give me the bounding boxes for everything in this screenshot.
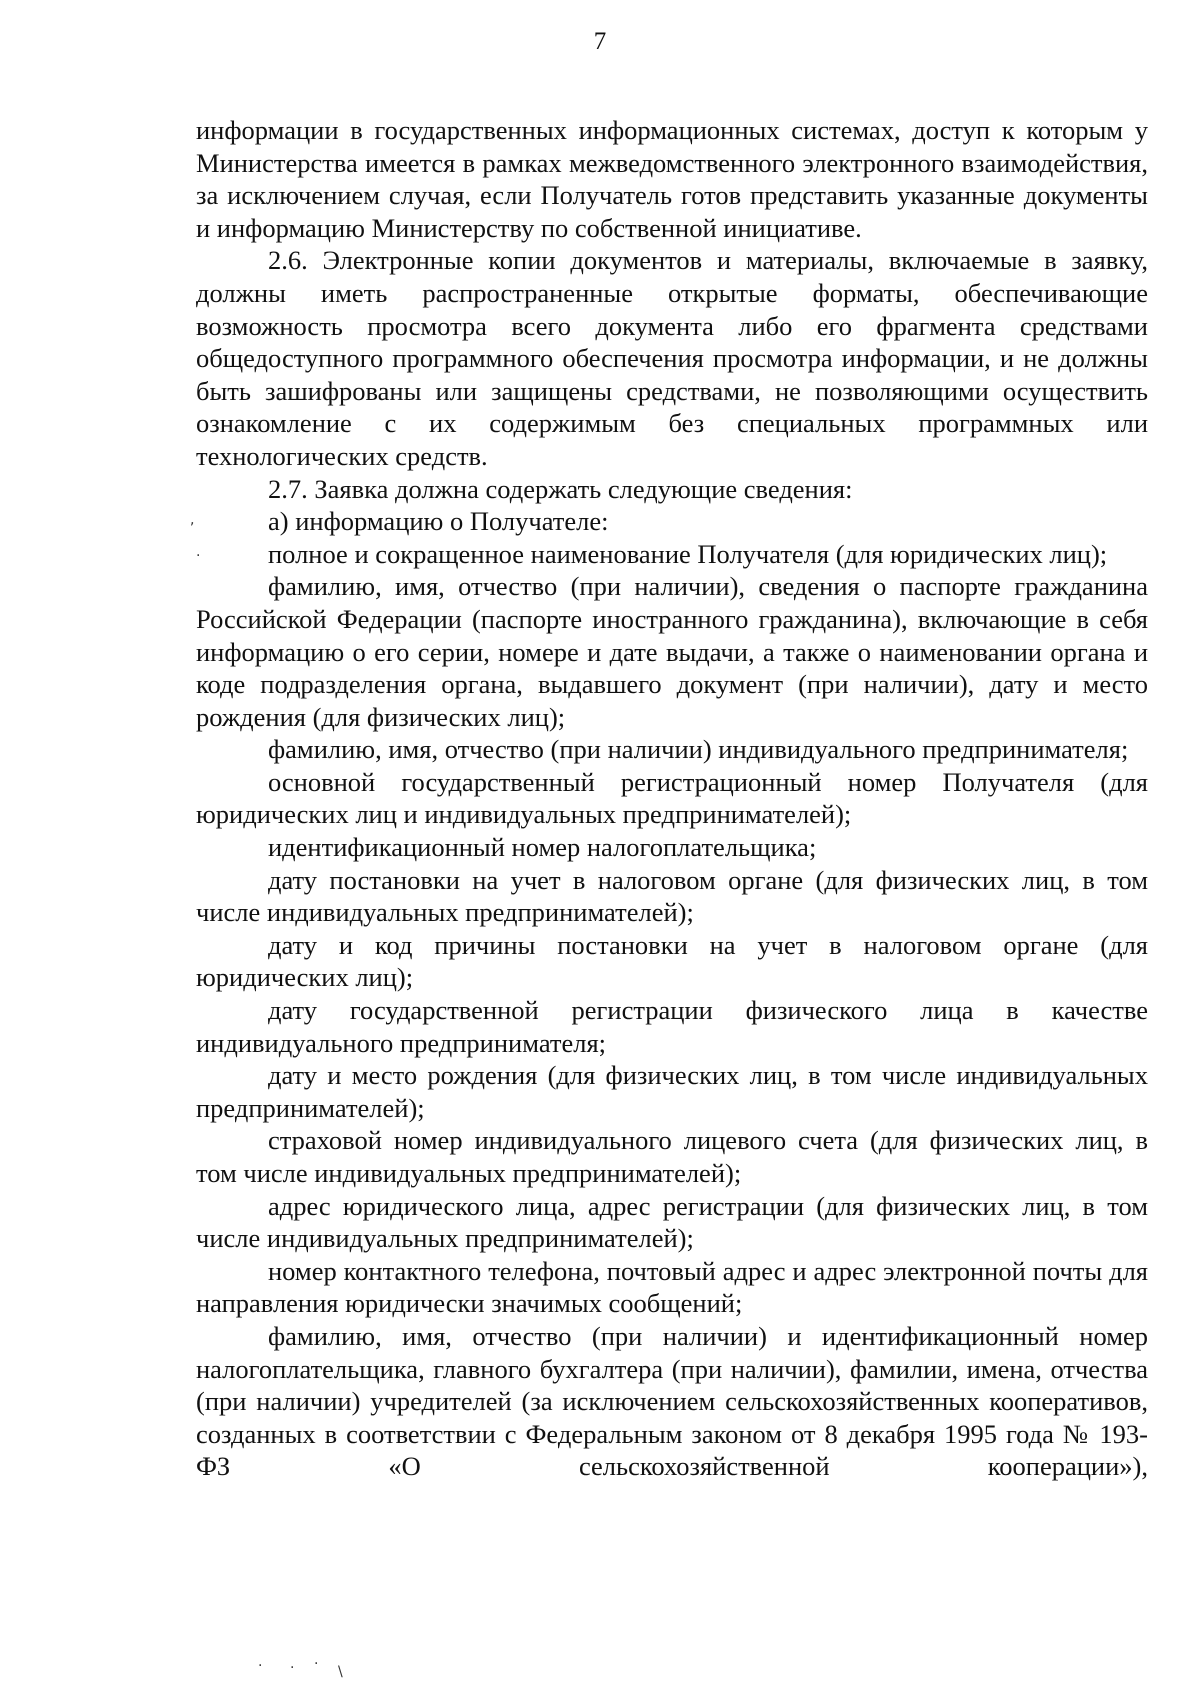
paragraph-item-a: а) информацию о Получателе: xyxy=(268,506,609,537)
paragraph-founders: фамилию, имя, отчество (при наличии) и идентификационный номер налогоплательщика, главного бухгалтера (при наличии), фамилии, имена, отчества (при наличии) учредителей (за исключением сельскохозяйственных кооперативов, созданных в соответствии с Федеральным законом от 8 декабря 1995 года № 193-ФЗ «О сельскохозяйственной кооперации»), xyxy=(196,1320,1148,1482)
scan-mark: · xyxy=(314,1656,319,1672)
page-number: 7 xyxy=(593,28,607,55)
paragraph-tax-registration-date: дату постановки на учет в налоговом органе (для физических лиц, в том числе индивидуальных предпринимателей); xyxy=(196,864,1148,928)
scan-mark: \ xyxy=(338,1664,343,1680)
scan-mark: · xyxy=(290,1660,295,1676)
paragraph-state-registration: дату государственной регистрации физического лица в качестве индивидуального предпринимателя; xyxy=(196,995,1148,1058)
paragraph-2-7: 2.7. Заявка должна содержать следующие сведения: xyxy=(268,473,853,504)
paragraph-passport: фамилию, имя, отчество (при наличии), сведения о паспорте гражданина Российской Федерации (паспорте иностранного гражданина), включающие в себя информацию о его серии, номере и дате выдачи, а также о наименовании органа и коде подразделения органа, выдавшего документ (при наличии), дату и место рождения (для физических лиц); xyxy=(196,571,1148,732)
paragraph-address: адрес юридического лица, адрес регистрации (для физических лиц, в том числе индивидуальных предпринимателей); xyxy=(196,1190,1148,1254)
paragraph-entrepreneur-name: фамилию, имя, отчество (при наличии) индивидуального предпринимателя; xyxy=(268,734,1129,765)
paragraph-contacts: номер контактного телефона, почтовый адрес и адрес электронной почты для направления юридически значимых сообщений; xyxy=(196,1255,1148,1319)
paragraph-full-name: полное и сокращенное наименование Получателя (для юридических лиц); xyxy=(268,538,1108,569)
paragraph-inn: идентификационный номер налогоплательщика; xyxy=(268,832,817,863)
scan-mark: , xyxy=(190,512,195,528)
paragraph-continuation: информации в государственных информационных системах, доступ к которым у Министерства имеется в рамках межведомственного электронного взаимодействия, за исключением случая, если Получатель готов представить указанные документы и информацию Министерству по собственной инициативе. xyxy=(196,115,1148,243)
paragraph-snils: страховой номер индивидуального лицевого счета (для физических лиц, в том числе индивидуальных предпринимателей); xyxy=(196,1125,1148,1188)
paragraph-kpp: дату и код причины постановки на учет в налоговом органе (для юридических лиц); xyxy=(196,929,1148,993)
scan-mark: · xyxy=(258,1658,263,1674)
paragraph-2-6: 2.6. Электронные копии документов и материалы, включаемые в заявку, должны иметь распространенные открытые форматы, обеспечивающие возможность просмотра всего документа либо его фрагмента средствами общедоступного программного обеспечения просмотра информации, и не должны быть зашифрованы или защищены средствами, не позволяющими осуществить ознакомление с их содержимым без специальных программных или технологических средств. xyxy=(196,245,1148,471)
paragraph-ogrn: основной государственный регистрационный номер Получателя (для юридических лиц и индивидуальных предпринимателей); xyxy=(196,766,1148,830)
paragraph-birth: дату и место рождения (для физических лиц, в том числе индивидуальных предпринимателей); xyxy=(196,1060,1148,1123)
scan-mark: · xyxy=(196,548,201,564)
document-body xyxy=(196,114,1148,1483)
